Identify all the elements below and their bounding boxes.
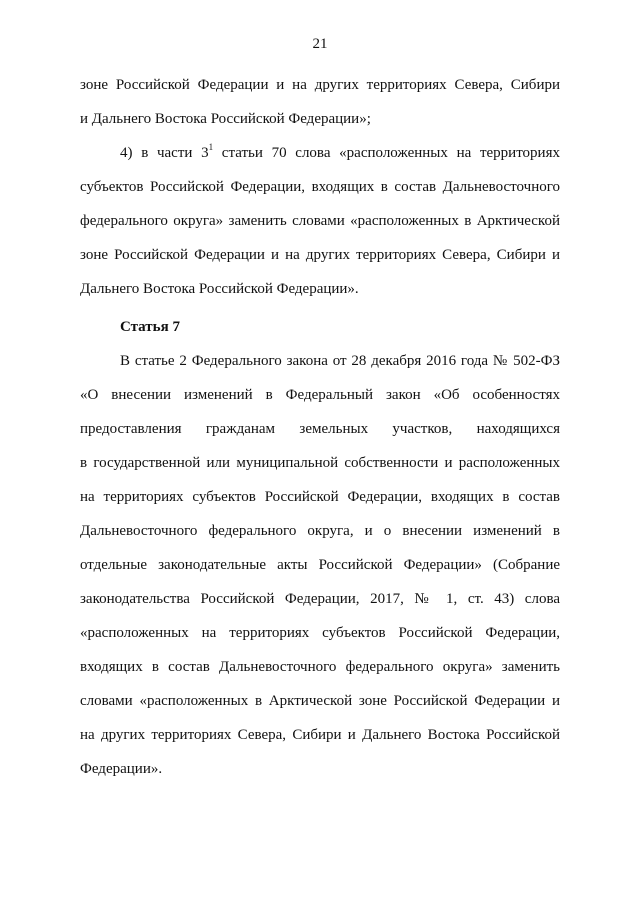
text-line: «расположенных на территориях субъектов Российской Федерации, [80, 625, 560, 641]
page-number: 21 [312, 36, 328, 52]
text-line: на других территориях Севера, Сибири и Дальнего Востока Российской [80, 727, 560, 743]
text-line: зоне Российской Федерации и на других территориях Севера, Сибири [80, 77, 560, 93]
text-fragment: 4) в части 3 [120, 145, 209, 161]
text-line: словами «расположенных в Арктической зоне Российской Федерации и [80, 693, 560, 709]
text-line: законодательства Российской Федерации, 2017, № 1, ст. 43) слова [80, 591, 560, 607]
text-line: субъектов Российской Федерации, входящих в состав Дальневосточного [80, 179, 560, 195]
text-fragment: статьи 70 слова «расположенных на территориях [213, 145, 560, 161]
text-line: Дальнего Востока Российской Федерации». [80, 281, 359, 297]
text-line: зоне Российской Федерации и на других территориях Севера, Сибири и [80, 247, 560, 263]
superscript: 1 [208, 142, 214, 152]
article-heading: Статья 7 [120, 319, 180, 335]
text-line [80, 136, 560, 170]
text-line: на территориях субъектов Российской Федерации, входящих в состав [80, 489, 560, 505]
text-line: «О внесении изменений в Федеральный закон «Об особенностях [80, 387, 560, 403]
text-line: входящих в состав Дальневосточного федерального округа» заменить [80, 659, 560, 675]
text-line: и Дальнего Востока Российской Федерации»; [80, 111, 371, 127]
text-line: федерального округа» заменить словами «расположенных в Арктической [80, 213, 560, 229]
text-line: Дальневосточного федерального округа, и о внесении изменений в [80, 523, 560, 539]
paragraph-item-4 [80, 136, 560, 306]
text-line: Федерации». [80, 761, 163, 777]
text-line: предоставления гражданам земельных участков, находящихся [80, 421, 560, 437]
paragraph-article-7 [80, 344, 560, 786]
text-line: в государственной или муниципальной собственности и расположенных [80, 455, 560, 471]
text-line: В статье 2 Федерального закона от 28 декабря 2016 года № 502-ФЗ [120, 353, 560, 369]
document-body [80, 68, 560, 786]
paragraph-continuation [80, 68, 560, 136]
text-line: отдельные законодательные акты Российской Федерации» (Собрание [80, 557, 560, 573]
